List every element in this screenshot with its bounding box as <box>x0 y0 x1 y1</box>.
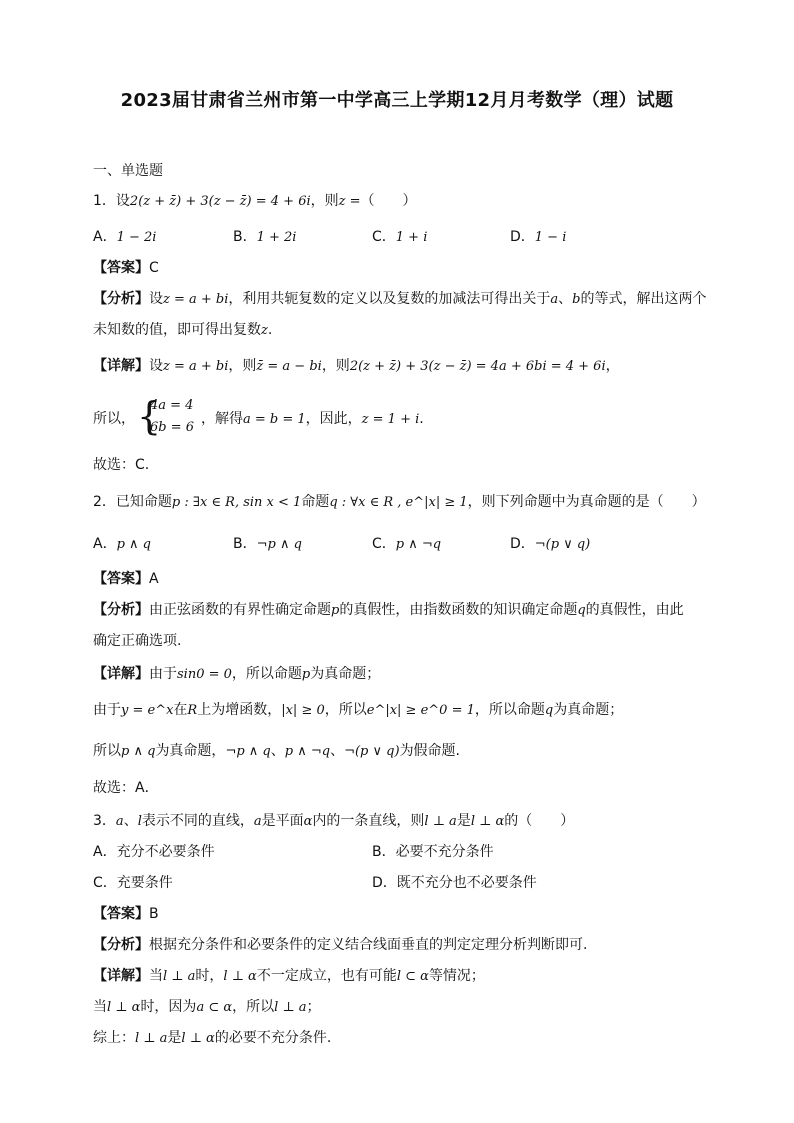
q3-option-d: D．既不充分也不必要条件 <box>372 875 537 891</box>
q1-stem <box>93 191 417 212</box>
q2-option-d: D．¬(p ∨ q) <box>510 536 591 552</box>
q3-detail-line3: 综上：l ⊥ a是l ⊥ α的必要不充分条件. <box>93 1030 332 1046</box>
section-heading: 一、单选题 <box>93 163 163 179</box>
q2-detail-line3: 所以p ∧ q为真命题，¬p ∧ q、p ∧ ¬q、¬(p ∨ q)为假命题. <box>93 743 461 759</box>
q3-detail-line2: 当l ⊥ α时，因为a ⊂ α，所以l ⊥ a； <box>93 999 321 1015</box>
q2-option-a: A．p ∧ q <box>93 536 152 552</box>
q2-answer: 【答案】A <box>93 571 159 587</box>
analysis-tag: 【分析】 <box>93 291 149 307</box>
answer-value: C <box>149 260 159 276</box>
q1-stem-math: 2(z + z̄) + 3(z − z̄) = 4 + 6i <box>129 194 311 209</box>
q3-option-b: B．必要不充分条件 <box>372 844 494 860</box>
q2-option-b: B．¬p ∧ q <box>233 536 302 552</box>
q3-analysis: 【分析】根据充分条件和必要条件的定义结合线面垂直的判定定理分析判断即可. <box>93 937 588 953</box>
q2-detail-line2: 由于y = e^x在R上为增函数，|x| ≥ 0，所以e^|x| ≥ e^0 = 1，所以命题q为真命题； <box>93 702 624 718</box>
q1-stem-math: z = <box>338 194 361 209</box>
q1-stem-text: ，则 <box>310 193 339 209</box>
q2-option-c: C．p ∧ ¬q <box>372 536 442 552</box>
q2-conclusion: 故选：A． <box>93 780 159 796</box>
q3-option-c: C．充要条件 <box>93 875 173 891</box>
q1-equation-system: 所以， { 4a = 4 6b = 6 ，解得a = b = 1，因此，z = 1 + i. <box>93 394 424 438</box>
q2-analysis-line2: 确定正确选项. <box>93 633 182 649</box>
q2-detail-line1: 【详解】由于sin0 = 0，所以命题p为真命题； <box>93 666 381 682</box>
answer-tag: 【答案】 <box>93 260 149 276</box>
page-title: 2023届甘肃省兰州市第一中学高三上学期12月月考数学（理）试题 <box>120 90 674 111</box>
q2-stem: 2．已知命题p : ∃x ∈ R, sin x < 1命题q : ∀x ∈ R , e^|x| ≥ 1，则下列命题中为真命题的是（ ） <box>93 494 706 510</box>
q3-option-a: A．充分不必要条件 <box>93 844 215 860</box>
q1-option-b: B．1 + 2i <box>233 229 297 245</box>
q1-option-c: C．1 + i <box>372 229 428 245</box>
q1-option-a: A．1 − 2i <box>93 229 157 245</box>
q1-stem-text: （ ） <box>360 193 417 209</box>
detail-tag: 【详解】 <box>93 358 149 374</box>
q1-option-d: D．1 − i <box>510 229 567 245</box>
q1-detail-line1: 【详解】设z = a + bi，则z̄ = a − bi，则2(z + z̄) + 3(z − z̄) = 4a + 6bi = 4 + 6i， <box>93 358 620 374</box>
brace-icon: { <box>137 394 162 438</box>
q1-analysis-line1: 【分析】设z = a + bi，利用共轭复数的定义以及复数的加减法可得出关于a、b的等式，解出这两个 <box>93 291 707 307</box>
q2-analysis-line1: 【分析】由正弦函数的有界性确定命题p的真假性，由指数函数的知识确定命题q的真假性，由此 <box>93 602 684 618</box>
q3-stem: 3．a、l表示不同的直线，a是平面α内的一条直线，则l ⊥ a是l ⊥ α的（ ） <box>93 813 575 829</box>
q1-analysis-line2: 未知数的值，即可得出复数z. <box>93 322 273 338</box>
q3-detail-line1: 【详解】当l ⊥ a时，l ⊥ α不一定成立，也有可能l ⊂ α等情况； <box>93 968 485 984</box>
q1-answer <box>93 258 159 278</box>
q1-conclusion: 故选：C. <box>93 457 150 473</box>
q3-answer: 【答案】B <box>93 906 159 922</box>
q1-stem-text: 1．设 <box>93 193 130 209</box>
